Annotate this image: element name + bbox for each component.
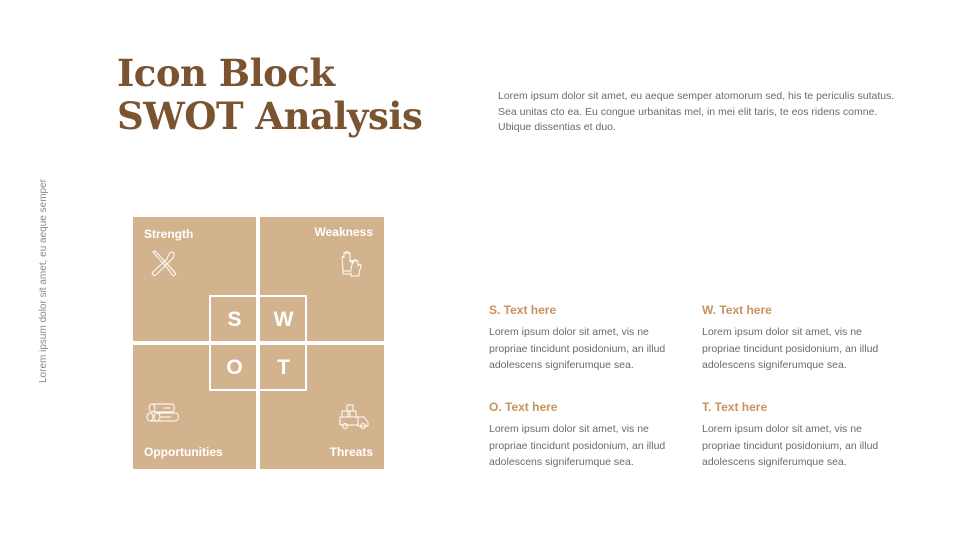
item-body: Lorem ipsum dolor sit amet, vis ne propriae tincidunt posidonium, an illud adolescens signiferumque sea. xyxy=(489,326,666,371)
item-heading: O. Text here xyxy=(489,400,558,414)
letter-o: O xyxy=(226,356,243,379)
item-body: Lorem ipsum dolor sit amet, vis ne propriae tincidunt posidonium, an illud adolescens signiferumque sea. xyxy=(489,423,666,468)
vertical-side-text: Lorem ipsum dolor sit amet, eu aeque semper xyxy=(38,179,49,383)
title-line-2: SWOT Analysis xyxy=(117,94,423,138)
cell-label-threats: Threats xyxy=(329,445,373,459)
title-line-1: Icon Block xyxy=(117,51,335,95)
delivery-truck-icon xyxy=(338,403,370,431)
cell-label-opportunities: Opportunities xyxy=(144,445,223,459)
item-heading: T. Text here xyxy=(702,400,768,414)
item-body: Lorem ipsum dolor sit amet, vis ne propriae tincidunt posidonium, an illud adolescens signiferumque sea. xyxy=(702,326,879,371)
cell-label-weakness: Weakness xyxy=(314,225,373,239)
knife-fork-icon xyxy=(149,249,179,279)
intro-paragraph: Lorem ipsum dolor sit amet, eu aeque semper atomorum sed, his te periculis sutatus. Sea unitas cto ea. Eu congue urbanitas mel, in mei elit taris, te eos ridens comne. Ubique dissentias et duo. xyxy=(498,90,895,133)
item-heading: W. Text here xyxy=(702,303,772,317)
page-title xyxy=(117,52,422,138)
gloves-icon xyxy=(337,249,367,279)
item-heading: S. Text here xyxy=(489,303,557,317)
swot-item-threats xyxy=(702,400,902,471)
swot-item-weakness xyxy=(702,303,902,374)
logs-icon xyxy=(146,402,180,426)
item-body: Lorem ipsum dolor sit amet, vis ne propriae tincidunt posidonium, an illud adolescens signiferumque sea. xyxy=(702,423,879,468)
cell-label-strength: Strength xyxy=(144,227,194,241)
letter-t: T xyxy=(277,356,290,379)
swot-item-opportunities xyxy=(489,400,689,471)
swot-letter-box xyxy=(209,295,307,391)
letter-s: S xyxy=(227,308,242,331)
swot-grid xyxy=(133,217,384,469)
swot-item-strength xyxy=(489,303,689,374)
letter-w: W xyxy=(273,308,294,331)
